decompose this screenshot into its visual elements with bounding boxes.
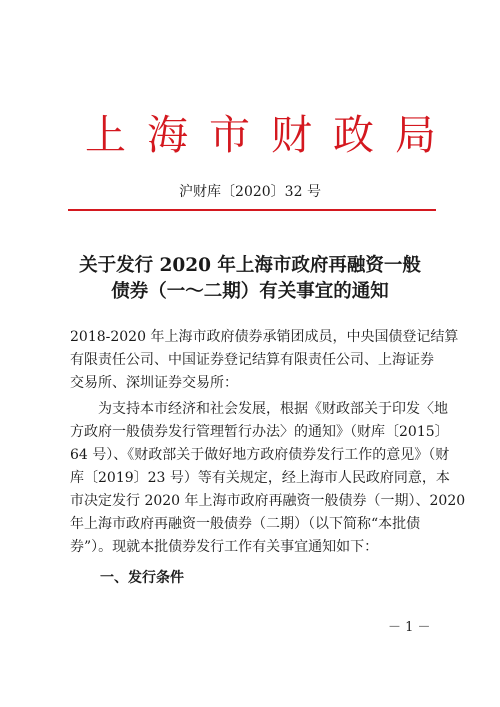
- body-line: 为支持本市经济和社会发展，根据《财政部关于印发〈地: [70, 401, 448, 417]
- body-line: 年上海市政府再融资一般债券（二期）（以下简称“本批债: [70, 516, 421, 532]
- body-line: 方政府一般债券发行管理暂行办法〉的通知》（财库〔2015〕: [70, 424, 449, 440]
- addressee-line: 有限责任公司、中国证券登记结算有限责任公司、上海证券: [70, 352, 434, 368]
- addressee-block: [70, 326, 459, 395]
- body-line: 库〔2019〕23 号）等有关规定，经上海市人民政府同意，本: [70, 470, 450, 486]
- addressee-line: 2018-2020 年上海市政府债券承销团成员，中央国债登记结算: [70, 329, 459, 345]
- document-title: [60, 253, 440, 305]
- document-title-line: 关于发行 2020 年上海市政府再融资一般: [79, 255, 421, 276]
- section-heading: 一、发行条件: [100, 570, 184, 586]
- document-number: 沪财库〔2020〕32 号: [179, 184, 321, 200]
- body-line: 64 号）、《财政部关于做好地方政府债券发行工作的意见》（财: [70, 447, 450, 463]
- page-number: － 1 －: [388, 620, 431, 635]
- letterhead-org-name: 上海市财政局: [85, 111, 457, 159]
- body-paragraph: [70, 398, 466, 559]
- body-line: 市决定发行 2020 年上海市政府再融资一般债券（一期）、2020: [70, 493, 466, 509]
- document-title-line: 债券（一～二期）有关事宜的通知: [111, 281, 389, 302]
- letterhead-red-rule: [68, 209, 436, 211]
- addressee-line: 交易所、深圳证券交易所：: [70, 375, 238, 391]
- body-line: 券”）。现就本批债券发行工作有关事宜通知如下：: [70, 539, 379, 555]
